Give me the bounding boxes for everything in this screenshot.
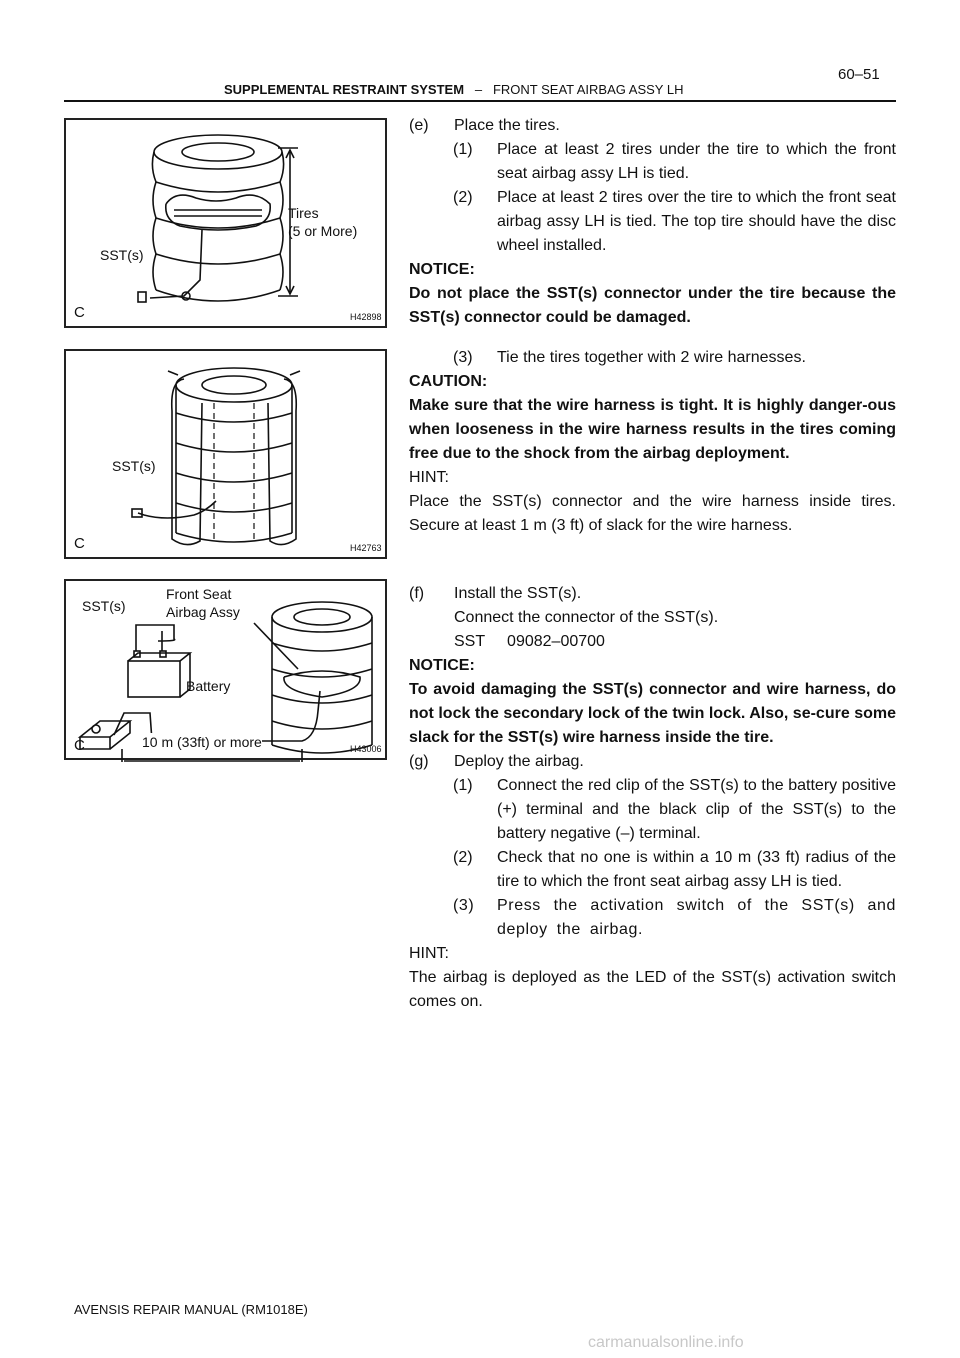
running-header [224,82,683,97]
label-distance: 10 m (33ft) or more [142,734,262,750]
step-f: (f) Install the SST(s). [409,585,582,602]
label-sst: SST(s) [112,458,156,474]
figure-stacked-tires [64,118,387,328]
procedure-text-block-2 [409,346,896,538]
procedure-text-block-1 [409,114,896,330]
hint-title: HINT: [409,945,449,962]
label-sst: SST(s) [100,247,144,263]
step-g1: (1) Connect the red clip of the SST(s) to the battery positive (+) terminal and the black clip of the SST(s) to the battery negative (–) terminal. [453,777,896,842]
manual-footer: AVENSIS REPAIR MANUAL (RM1018E) [74,1302,308,1317]
figure-code: H42898 [350,312,382,322]
step-e: (e) Place the tires. [409,117,560,134]
notice-title: NOTICE: [409,657,475,674]
label-tires: Tires (5 or More) [288,205,358,239]
step-g: (g) Deploy the airbag. [409,753,584,770]
caution-text: Make sure that the wire harness is tight. It is highly danger-ous when looseness in the wire harness results in the tires coming free due to the shock from the airbag deployment. [409,397,896,462]
page-number: 60–51 [838,66,880,83]
figure-corner-mark: C [74,535,85,552]
header-subsection: FRONT SEAT AIRBAG ASSY LH [492,82,684,97]
step-g3: (3) Press the activation switch of the SST(s) and deploy the airbag. [453,897,896,938]
label-sst: SST(s) [82,598,126,614]
figure-code: H43006 [350,744,382,754]
caution-title: CAUTION: [409,373,488,390]
hint-text: The airbag is deployed as the LED of the SST(s) activation switch comes on. [409,969,896,1010]
tied-tires-illustration [66,351,389,561]
watermark: carmanualsonline.info [588,1334,744,1351]
figure-corner-mark: C [74,304,85,321]
hint-title: HINT: [409,469,449,486]
figure-code: H42763 [350,543,382,553]
step-f-connect: Connect the connector of the SST(s). [454,609,719,626]
step-e2: (2) Place at least 2 tires over the tire to which the front seat airbag assy LH is tied. The top tire should have the disc wheel installed. [453,189,896,254]
sst-number: SST 09082–00700 [454,633,605,650]
procedure-text-block-3 [409,582,896,1014]
step-e1: (1) Place at least 2 tires under the tire to which the front seat airbag assy LH is tied. [453,141,896,182]
step-e3: (3) Tie the tires together with 2 wire harnesses. [453,349,806,366]
header-dash: – [474,82,483,97]
step-g2: (2) Check that no one is within a 10 m (33 ft) radius of the tire to which the front seat airbag assy LH is tied. [453,849,896,890]
notice-text: To avoid damaging the SST(s) connector and wire harness, do not lock the secondary lock of the twin lock. Also, se-cure some slack for the SST(s) wire harness inside the tire. [409,681,896,746]
figure-sst-setup [64,579,387,760]
header-section: SUPPLEMENTAL RESTRAINT SYSTEM [224,82,465,97]
notice-title: NOTICE: [409,261,475,278]
notice-text: Do not place the SST(s) connector under the tire because the SST(s) connector could be damaged. [409,285,896,326]
figure-tied-tires [64,349,387,559]
header-rule [64,100,896,102]
hint-text: Place the SST(s) connector and the wire harness inside tires. Secure at least 1 m (3 ft) of slack for the wire harness. [409,493,896,534]
label-battery: Battery [186,678,231,694]
figure-corner-mark: C [74,737,85,754]
label-front-seat-airbag-assy: Front Seat Airbag Assy [166,586,240,620]
